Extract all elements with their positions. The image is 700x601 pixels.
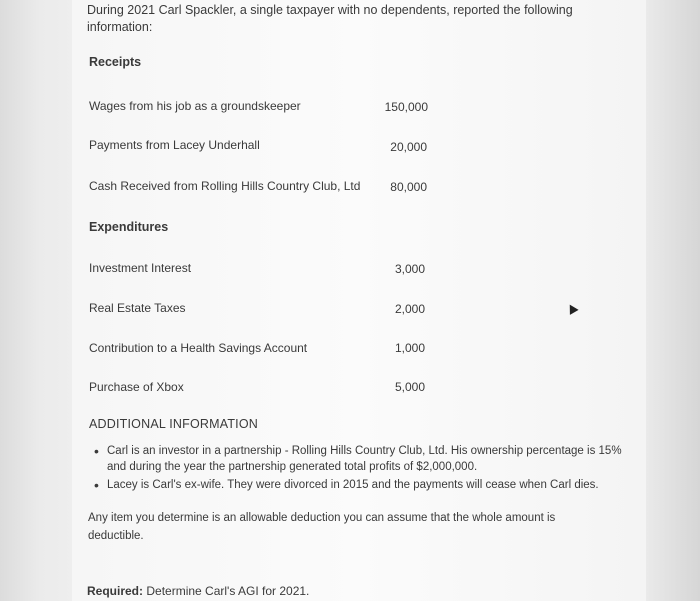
receipt-amount-club: 80,000 bbox=[390, 180, 427, 194]
additional-info-heading: ADDITIONAL INFORMATION bbox=[89, 417, 258, 431]
bullet-icon: • bbox=[94, 443, 99, 459]
receipt-label-wages: Wages from his job as a groundskeeper bbox=[89, 99, 301, 113]
required-label: Required: bbox=[87, 584, 144, 598]
expense-amount-xbox: 5,000 bbox=[394, 380, 425, 394]
list-item bbox=[90, 477, 630, 493]
expense-amount-interest: 3,000 bbox=[394, 262, 425, 276]
expense-label-taxes: Real Estate Taxes bbox=[89, 301, 186, 315]
additional-info-list bbox=[90, 443, 630, 495]
expense-label-interest: Investment Interest bbox=[89, 261, 192, 275]
receipt-amount-wages: 150,000 bbox=[384, 100, 428, 114]
expenditures-heading: Expenditures bbox=[89, 220, 169, 234]
expense-amount-taxes: 2,000 bbox=[394, 302, 425, 316]
bullet-text-lacey: Lacey is Carl's ex-wife. They were divorced in 2015 and the payments will cease when Carl dies. bbox=[107, 479, 599, 491]
required-text: Determine Carl's AGI for 2021. bbox=[143, 584, 310, 598]
receipt-label-club: Cash Received from Rolling Hills Country Club, Ltd bbox=[89, 179, 361, 193]
bullet-icon: • bbox=[94, 477, 99, 493]
deduction-note: Any item you determine is an allowable deduction you can assume that the whole amount is deductible. bbox=[88, 512, 556, 542]
expense-label-hsa: Contribution to a Health Savings Account bbox=[89, 341, 308, 355]
receipt-label-lacey: Payments from Lacey Underhall bbox=[89, 138, 260, 152]
receipt-amount-lacey: 20,000 bbox=[390, 140, 427, 154]
receipts-heading: Receipts bbox=[89, 55, 142, 69]
expense-label-xbox: Purchase of Xbox bbox=[89, 380, 184, 394]
expense-amount-hsa: 1,000 bbox=[394, 341, 425, 355]
required-line bbox=[87, 584, 309, 598]
bullet-text-partnership: Carl is an investor in a partnership - Rolling Hills Country Club, Ltd. His ownership percentage is 15% and during the year the partnership generated total profits of $2,000,000. bbox=[107, 445, 622, 473]
list-item bbox=[90, 443, 630, 475]
intro-text: During 2021 Carl Spackler, a single taxpayer with no dependents, reported the following information: bbox=[87, 3, 573, 34]
